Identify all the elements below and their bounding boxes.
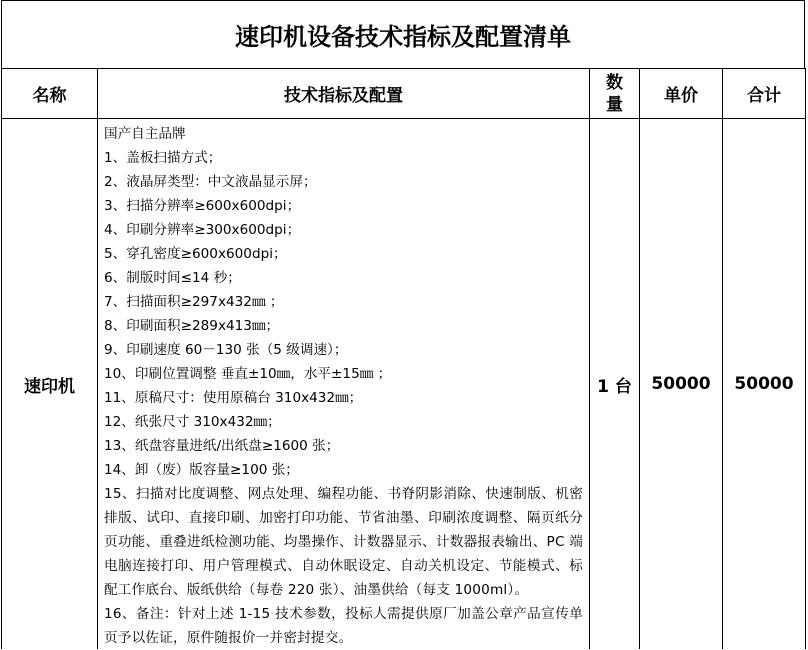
spec-line: 8、印刷面积≥289x413㎜； [104,318,280,334]
row-total: 50000 [722,118,806,649]
table-title: 速印机设备技术指标及配置清单 [1,0,805,68]
spec-line: 11、原稿尺寸：使用原稿台 310x432㎜； [104,390,363,406]
header-total: 合计 [722,68,806,118]
spec-line: 13、纸盘容量进纸/出纸盘≥1600 张； [104,438,340,454]
spec-line: 3、扫描分辨率≥600x600dpi； [104,198,301,214]
row-name: 速印机 [1,118,97,649]
header-unit-price: 单价 [639,68,722,118]
spec-line: 10、印刷位置调整 垂直±10㎜，水平±15㎜ ； [104,366,392,382]
row-quantity: 1 台 [589,118,639,649]
spec-line: 12、纸张尺寸 310x432㎜； [104,414,281,430]
spec-line: 9、印刷速度 60－130 张（5 级调速）； [104,342,348,358]
spec-line: 7、扫描面积≥297x432㎜ ； [104,294,284,310]
header-quantity-line2: 量 [606,94,623,115]
spec-line-remark: 16、备注：针对上述 1-15 技术参数，投标人需提供原厂加盖公章产品宣传单页予以佐证，原件随报价一并密封提交。 [104,606,583,646]
row-spec [97,118,589,649]
header-name: 名称 [1,68,97,118]
spec-line: 14、卸（废）版容量≥100 张； [104,462,299,478]
header-spec: 技术指标及配置 [97,68,589,118]
spec-line: 2、液晶屏类型：中文液晶显示屏； [104,174,317,190]
spec-list [104,122,583,650]
header-quantity [589,68,639,118]
header-quantity-line1: 数 [606,72,623,93]
spec-line: 5、穿孔密度≥600x600dpi； [104,246,287,262]
spec-line: 1、盖板扫描方式； [104,150,222,166]
spec-line: 6、制版时间≤14 秒； [104,270,241,286]
spec-line: 4、印刷分辨率≥300x600dpi； [104,222,301,238]
spec-line: 国产自主品牌 [104,126,186,142]
spec-line-features: 15、扫描对比度调整、网点处理、编程功能、书脊阴影消除、快速制版、机密排版、试印、直接印刷、加密打印功能、节省油墨、印刷浓度调整、隔页纸分页功能、重叠进纸检测功能、均墨操作、计数器显示、计数器报表输出、PC 端电脑连接打印、用户管理模式、自动休眠设定、自动关机设定、节能模式、标配工作底台、版纸供给（每卷 220 张）、油墨供给（每支 1000ml）。 [104,486,583,598]
row-unit-price: 50000 [639,118,722,649]
